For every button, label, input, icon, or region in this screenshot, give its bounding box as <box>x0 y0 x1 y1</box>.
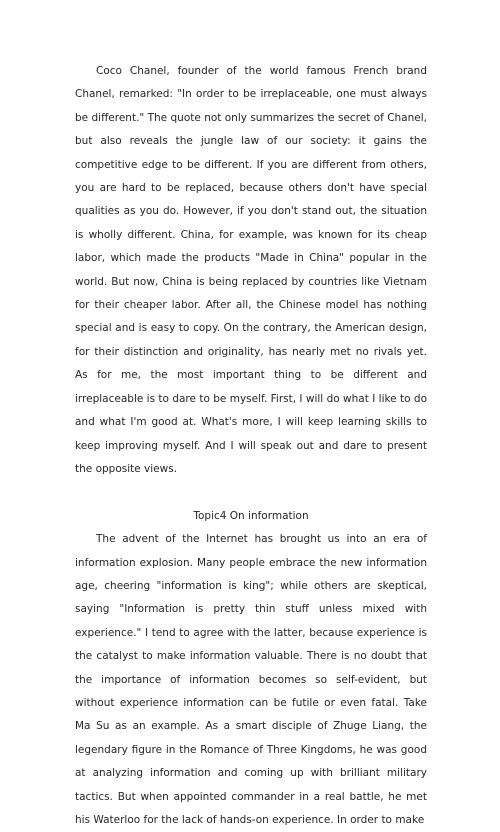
document-body <box>75 60 427 832</box>
paragraph-chanel: Coco Chanel, founder of the world famous French brand Chanel, remarked: "In order to be irreplaceable, one must always be different." The quote not only summarizes the secret of Chanel, but also reveals the jungle law of our society: it gains the competitive edge to be different. If you are different from others, you are hard to be replaced, because others don't have special qualities as you do. However, if you don't stand out, the situation is wholly different. China, for example, was known for its cheap labor, which made the products "Made in China" popular in the world. But now, China is being replaced by countries like Vietnam for their cheaper labor. After all, the Chinese model has nothing special and is easy to copy. On the contrary, the American design, for their distinction and originality, has nearly met no rivals yet. As for me, the most important thing to be different and irreplaceable is to dare to be myself. First, I will do what I like to do and what I'm good at. What's more, I will keep learning skills to keep improving myself. And I will speak out and dare to present the opposite views. <box>75 65 427 475</box>
section-heading: Topic4 On information <box>193 509 309 522</box>
paragraph-information: The advent of the Internet has brought us into an era of information explosion. Many people embrace the new information age, cheering "information is king"; while others are skeptical, saying "Information is pretty thin stuff unless mixed with experience." I tend to agree with the latter, because experience is the catalyst to make information valuable. There is no doubt that the importance of information becomes so self-evident, but without experience information can be futile or even fatal. Take Ma Su as an example. As a smart disciple of Zhuge Liang, the legendary figure in the Romance of Three Kingdoms, he was good at analyzing information and coming up with brilliant military tactics. But when appointed commander in a real battle, he met his Waterloo for the lack of hands-on experience. In order to make <box>75 533 427 826</box>
blank-line <box>75 481 427 504</box>
